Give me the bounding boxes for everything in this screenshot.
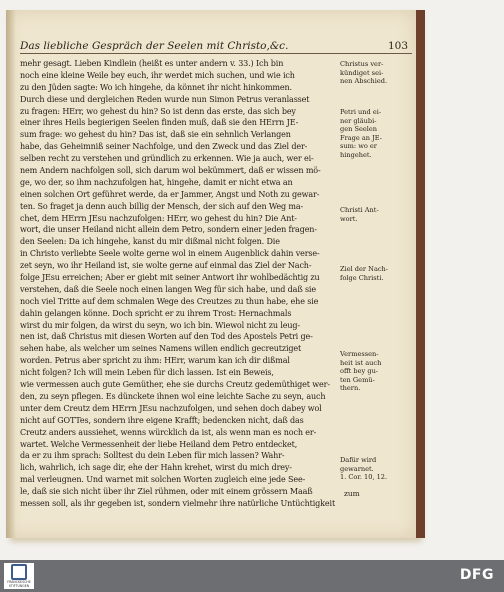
running-head-title: Das liebliche Gespräch der Seelen mit Christo,&c. <box>20 40 289 52</box>
text-line: habe, das Geheimniß seiner Nachfolge, und den Zweck und das Ziel der- <box>20 142 308 152</box>
text-line: nem Andern nachfolgen soll, sich darum wol bekümmert, daß er wissen mö- <box>20 166 321 176</box>
text-line: zet seyn, wo ihr Heiland ist, sie wolte gerne auf einmal das Ziel der Nach- <box>20 261 312 271</box>
text-line: wirst du mir folgen, da wirst du seyn, wo ich bin. Wiewol nicht zu leug- <box>20 320 300 330</box>
dfg-logo[interactable]: DFG <box>459 567 494 583</box>
margin-note: Petri und ei- ner gläubi- gen Seelen Frage an JE- sum: wo er hingehet. <box>340 108 382 159</box>
text-line: messen soll, als ihr gegeben ist, sondern vielmehr ihre natürliche Untüchtigkeit <box>20 498 336 508</box>
text-line: dahin gelangen könne. Doch spricht er zu ihrem Trost: Hernachmals <box>20 308 292 318</box>
text-line: da er zu ihm sprach: Solltest du dein Leben für mich lassen? Wahr- <box>20 451 285 461</box>
catchword: zum <box>344 489 360 498</box>
text-line: worden. Petrus aber spricht zu ihm: HErr, warum kan ich dir dißmal <box>20 356 290 366</box>
text-line: le, daß sie sich nicht über ihr Ziel rühmen, oder mit einem grössern Maaß <box>20 487 313 497</box>
text-line: wie vermessen auch gute Gemüther, ehe sie durchs Creutz gedemüthiget wer- <box>20 380 330 390</box>
margin-note: Dafür wird gewarnet. 1. Cor. 10, 12. <box>340 456 388 482</box>
text-line: den, zu seyn pflegen. Es dünckete ihnen wol eine leichte Sache zu seyn, auch <box>20 391 326 401</box>
text-line: den Seelen: Da ich hingehe, kanst du mir dißmal nicht folgen. Die <box>20 237 280 247</box>
margin-note: Christus ver- kündiget sei- nen Abschied. <box>340 60 388 86</box>
text-line: Creutz anders aussiehet, wenns würcklich da ist, als wenn man es noch er- <box>20 427 317 437</box>
text-line: Durch diese und dergleichen Reden wurde nun Simon Petrus veranlasset <box>20 94 310 104</box>
text-line: lich, wahrlich, ich sage dir, ehe der Hahn krehet, wirst du mich drey- <box>20 463 292 473</box>
text-line: verstehen, daß die Seele noch einen langen Weg für sich habe, und daß sie <box>20 284 316 294</box>
text-line: sum frage: wo gehest du hin? Das ist, daß sie ein sehnlich Verlangen <box>20 130 291 140</box>
margin-note: Vermessen- heit ist auch offt bey gu- ten Gemü- thern. <box>340 350 382 393</box>
text-line: wartet. Welche Vermessenheit der liebe Heiland dem Petro entdecket, <box>20 439 298 449</box>
text-line: nicht folgen? Ich will mein Leben für dich lassen. Ist ein Beweis, <box>20 368 274 378</box>
text-line: zu den Jüden sagte: Wo ich hingehe, da könnet ihr nicht hinkommen. <box>20 82 292 92</box>
scanned-page <box>6 10 425 538</box>
text-line: zu fragen: HErr, wo gehest du hin? So ist denn das erste, das sich bey <box>20 106 296 116</box>
text-line: ge, wo der, so ihm nachzufolgen hat, hingehe, damit er nicht etwa an <box>20 177 293 187</box>
margin-note: Christi Ant- wort. <box>340 206 379 223</box>
text-line: nen ist, daß Christus mit diesen Worten auf den Tod des Apostels Petri ge- <box>20 332 313 342</box>
text-line: chet, dem HErrn JEsu nachzufolgen: HErr, wo gehest du hin? Die Ant- <box>20 213 297 223</box>
text-line: unter dem Creutz dem HErrn JEsu nachzufolgen, und sehen doch dabey wol <box>20 403 322 413</box>
text-line: sehen habe, als welcher um seines Namens willen endlich gecreutziget <box>20 344 302 354</box>
institution-logo[interactable] <box>4 563 34 589</box>
text-line: wort, die unser Heiland nicht allein dem Petro, sondern einer jeden fragen- <box>20 225 317 235</box>
text-line: noch eine kleine Weile bey euch, ihr werdet mich suchen, und wie ich <box>20 70 295 80</box>
text-line: einer ihres Heils begierigen Seelen finden muß, daß sie den HErrn JE- <box>20 118 299 128</box>
page-number: 103 <box>387 40 408 52</box>
text-line: folge JEsu erreichen; Aber er giebt mit seiner Antwort ihr wohlbedächtig zu <box>20 273 320 283</box>
text-line: selben recht zu verstehen und gründlich zu erkennen. Wie ja auch, wer ei- <box>20 154 314 164</box>
page-gutter <box>6 10 16 538</box>
text-line: einen solchen Ort geführet werde, da er Jammer, Angst und Noth zu gewar- <box>20 189 320 199</box>
text-line: mal verleugnen. Und warnet mit solchen Worten zugleich eine jede See- <box>20 475 306 485</box>
text-line: ten. So fraget ja denn auch billig der Mensch, der sich auf den Weg ma- <box>20 201 304 211</box>
running-head <box>20 40 412 54</box>
viewer-footer <box>0 560 504 592</box>
text-line: in Christo verliebte Seele wolte gerne wol in einem Augenblick dahin verse- <box>20 249 320 259</box>
margin-note: Ziel der Nach- folge Christi. <box>340 265 389 282</box>
text-line: nicht auf GOTTes, sondern ihre eigene Krafft; bedencken nicht, daß das <box>20 415 304 425</box>
text-line: mehr gesagt. Lieben Kindlein (heißt es unter andern v. 33.) Ich bin <box>20 59 284 68</box>
body-text <box>20 58 336 510</box>
institution-label: FRANCKESCHE STIFTUNGEN <box>7 580 31 588</box>
text-line: noch viel Tritte auf dem schmalen Wege des Creutzes zu thun habe, ehe sie <box>20 296 319 306</box>
institution-emblem-icon <box>11 564 27 580</box>
